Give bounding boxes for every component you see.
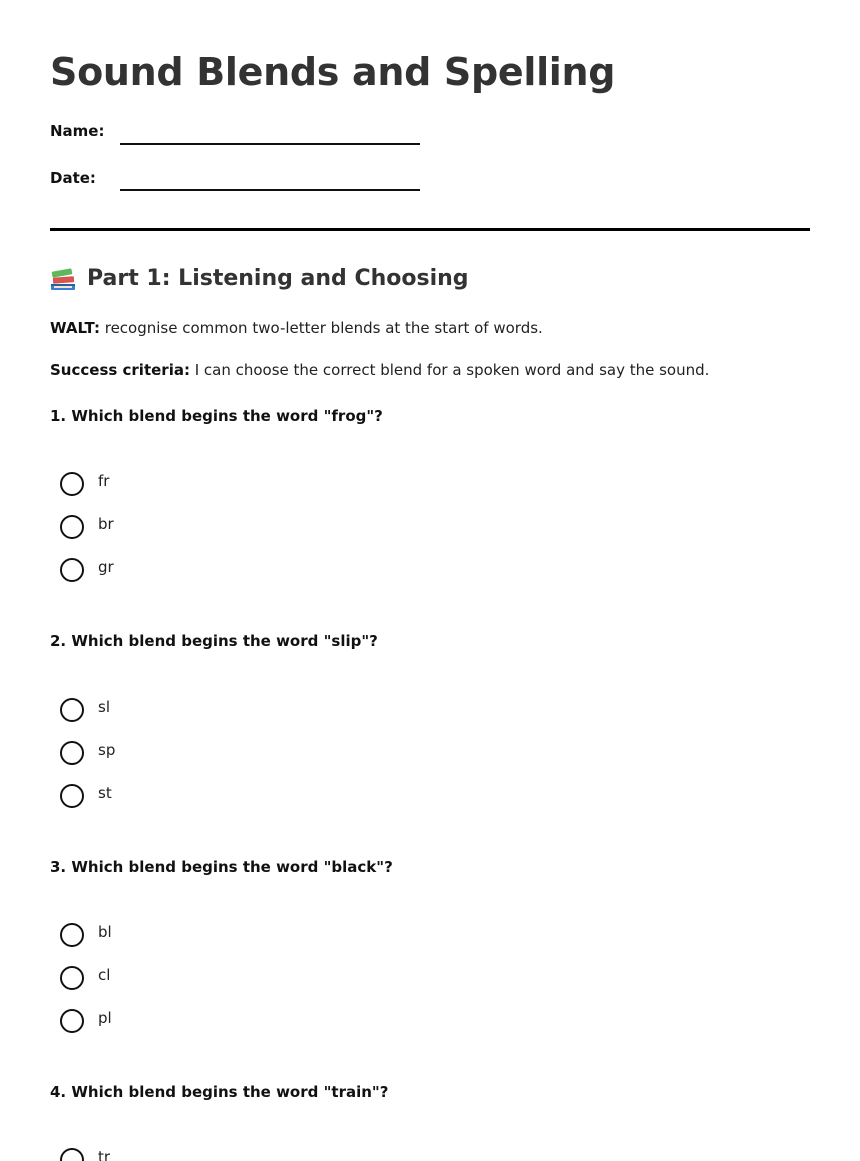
q3-option-cl[interactable] [60,965,110,991]
q3-option-pl[interactable] [60,1008,112,1034]
name-label: Name: [50,122,105,140]
option-label: sl [98,698,110,716]
question-2: 2. Which blend begins the word "slip"? [50,632,378,650]
radio-button[interactable] [60,1009,84,1033]
radio-button[interactable] [60,698,84,722]
success-text: I can choose the correct blend for a spoken word and say the sound. [189,361,710,379]
radio-button[interactable] [60,515,84,539]
date-label: Date: [50,169,96,187]
radio-button[interactable] [60,1148,84,1161]
option-label: gr [98,558,114,576]
option-label: sp [98,741,116,759]
question-4: 4. Which blend begins the word "train"? [50,1083,389,1101]
radio-button[interactable] [60,923,84,947]
option-label: st [98,784,112,802]
q2-option-st[interactable] [60,783,112,809]
walt-label: WALT: [50,319,100,337]
page-title: Sound Blends and Spelling [50,50,616,94]
radio-button[interactable] [60,784,84,808]
date-field[interactable] [120,189,420,191]
option-label: cl [98,966,111,984]
success-criteria [50,361,709,379]
books-icon [50,267,76,291]
q1-option-br[interactable] [60,514,114,540]
option-label: fr [98,472,110,490]
q2-option-sp[interactable] [60,740,115,766]
q1-option-gr[interactable] [60,557,114,583]
section-divider [50,228,810,231]
radio-button[interactable] [60,472,84,496]
q2-option-sl[interactable] [60,697,110,723]
walt-statement [50,319,543,337]
q3-option-bl[interactable] [60,922,112,948]
walt-text: recognise common two-letter blends at the start of words. [99,319,543,337]
option-label: tr [98,1148,111,1161]
q4-option-tr[interactable] [60,1147,110,1161]
q1-option-fr[interactable] [60,471,109,497]
part1-heading-text: Part 1: Listening and Choosing [87,266,469,291]
question-1: 1. Which blend begins the word "frog"? [50,407,383,425]
radio-button[interactable] [60,741,84,765]
part1-heading [50,266,469,291]
question-3: 3. Which blend begins the word "black"? [50,858,393,876]
name-field[interactable] [120,143,420,145]
radio-button[interactable] [60,966,84,990]
radio-button[interactable] [60,558,84,582]
success-label: Success criteria: [50,361,190,379]
option-label: pl [98,1009,112,1027]
option-label: bl [98,923,112,941]
option-label: br [98,515,114,533]
